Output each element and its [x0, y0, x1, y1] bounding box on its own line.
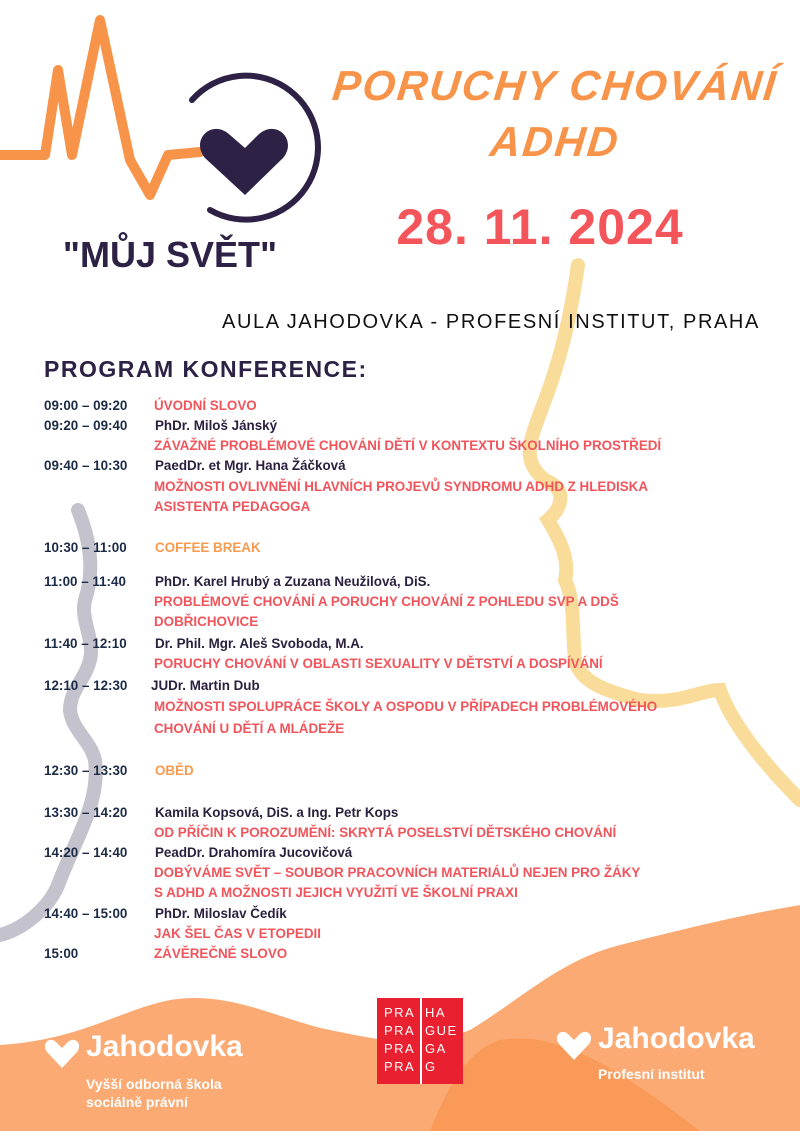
- logo-subtitle-1: Vyšší odborná škola: [86, 1076, 222, 1092]
- program-time: 10:30 – 11:00: [44, 540, 127, 555]
- praha-text: PRA: [384, 1005, 416, 1020]
- program-time: 13:30 – 14:20: [44, 805, 128, 820]
- program-title: OD PŘÍČIN K POROZUMĚNÍ: SKRYTÁ POSELSTVÍ DĚTSKÉHO CHOVÁNÍ: [154, 825, 617, 840]
- program-speaker: PhDr. Miloš Jánský: [155, 418, 278, 433]
- praha-text: PRA: [384, 1023, 416, 1038]
- praha-divider: [420, 998, 422, 1084]
- program-title: JAK ŠEL ČAS V ETOPEDII: [154, 926, 321, 941]
- jahodovka-heart-icon: [556, 1026, 592, 1062]
- heart-icon: [200, 129, 288, 195]
- logo-muj-svet: "MŮJ SVĚT": [62, 234, 278, 275]
- logo-subtitle-2: sociálně právní: [86, 1094, 188, 1110]
- program-break: COFFEE BREAK: [155, 540, 261, 555]
- event-venue: AULA JAHODOVKA - PROFESNÍ INSTITUT, PRAHA: [222, 311, 760, 333]
- program-time: 12:10 – 12:30: [44, 678, 128, 693]
- heartbeat-line: [0, 20, 200, 195]
- praha-text: GUE: [425, 1023, 458, 1038]
- program-time: 11:00 – 11:40: [44, 574, 126, 589]
- program-title: ÚVODNÍ SLOVO: [154, 398, 257, 413]
- program-title: CHOVÁNÍ U DĚTÍ A MLÁDEŽE: [154, 721, 345, 736]
- praha-text: GA: [425, 1041, 447, 1056]
- program-speaker: Kamila Kopsová, DiS. a Ing. Petr Kops: [155, 805, 399, 820]
- praha-text: PRA: [384, 1041, 416, 1056]
- program-speaker: PeadDr. Drahomíra Jucovičová: [155, 845, 353, 860]
- jahodovka-heart-icon: [44, 1034, 80, 1070]
- praha-logo: [377, 998, 463, 1084]
- program-speaker: Dr. Phil. Mgr. Aleš Svoboda, M.A.: [155, 636, 364, 651]
- program-title: ZÁVAŽNÉ PROBLÉMOVÉ CHOVÁNÍ DĚTÍ V KONTEXTU ŠKOLNÍHO PROSTŘEDÍ: [154, 438, 662, 453]
- program-title: ASISTENTA PEDAGOGA: [154, 499, 311, 514]
- program-title: DOBŘICHOVICE: [154, 614, 259, 629]
- praha-text: HA: [425, 1005, 447, 1020]
- program-title: DOBÝVÁME SVĚT – SOUBOR PRACOVNÍCH MATERIÁLŮ NEJEN PRO ŽÁKY: [154, 865, 641, 880]
- program-speaker: PhDr. Karel Hrubý a Zuzana Neužilová, DiS.: [155, 574, 431, 589]
- program-title: PORUCHY CHOVÁNÍ V OBLASTI SEXUALITY V DĚTSTVÍ A DOSPÍVÁNÍ: [154, 656, 603, 671]
- program-time: 14:20 – 14:40: [44, 845, 128, 860]
- program-time: 09:40 – 10:30: [44, 458, 128, 473]
- logo-name: Jahodovka: [598, 1022, 755, 1055]
- program-break: OBĚD: [155, 763, 194, 778]
- program-heading: PROGRAM KONFERENCE:: [44, 356, 368, 382]
- program-time: 14:40 – 15:00: [44, 906, 128, 921]
- yellow-face-outline: [530, 265, 800, 800]
- program-title: PROBLÉMOVÉ CHOVÁNÍ A PORUCHY CHOVÁNÍ Z POHLEDU SVP A DDŠ: [154, 594, 619, 609]
- praha-text: G: [425, 1059, 437, 1074]
- logo-name: Jahodovka: [86, 1030, 243, 1063]
- program-title: MOŽNOSTI OVLIVNĚNÍ HLAVNÍCH PROJEVŮ SYNDROMU ADHD Z HLEDISKA: [154, 479, 648, 494]
- program-title: S ADHD A MOŽNOSTI JEJICH VYUŽITÍ VE ŠKOLNÍ PRAXI: [154, 885, 518, 900]
- program-speaker: JUDr. Martin Dub: [151, 678, 260, 693]
- program-time: 09:00 – 09:20: [44, 398, 128, 413]
- event-date: 28. 11. 2024: [396, 199, 684, 255]
- program-speaker: PhDr. Miloslav Čedík: [155, 906, 287, 921]
- program-time: 12:30 – 13:30: [44, 763, 128, 778]
- program-title: ZÁVĚREČNÉ SLOVO: [154, 946, 288, 961]
- logo-subtitle: Profesní institut: [598, 1066, 705, 1082]
- program-title: MOŽNOSTI SPOLUPRÁCE ŠKOLY A OSPODU V PŘÍPADECH PROBLÉMOVÉHO: [154, 699, 658, 714]
- program-time: 09:20 – 09:40: [44, 418, 128, 433]
- praha-text: PRA: [384, 1059, 416, 1074]
- program-time: 11:40 – 12:10: [44, 636, 127, 651]
- poster-title-line1: PORUCHY CHOVÁNÍ: [330, 62, 780, 109]
- program-time: 15:00: [44, 946, 79, 961]
- program-speaker: PaedDr. et Mgr. Hana Žáčková: [155, 458, 346, 473]
- poster-title-line2: ADHD: [487, 118, 623, 165]
